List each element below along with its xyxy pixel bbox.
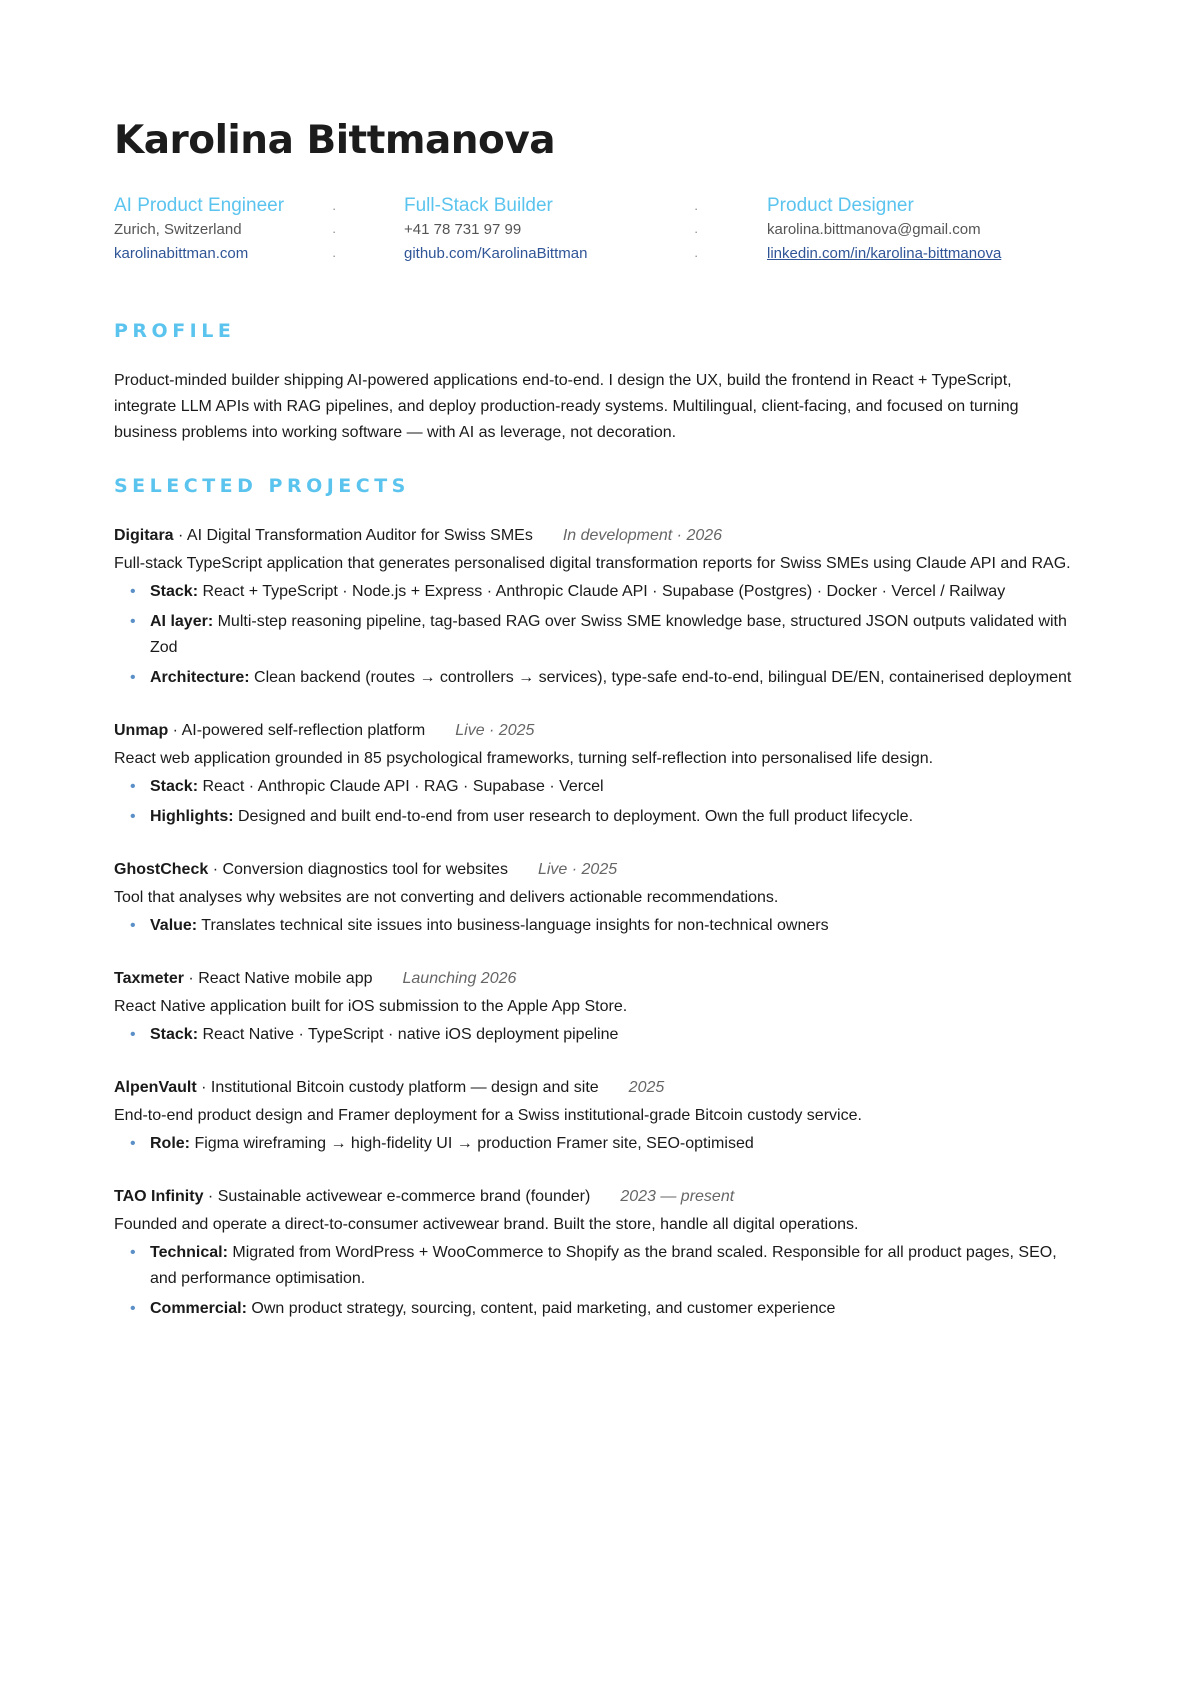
project-description: Full-stack TypeScript application that generates personalised digital transformation reports for Swiss SMEs using Claude API and RAG. [114,555,1071,572]
project-bullets [114,1240,1074,1322]
project-item [114,966,1074,1048]
projects-list [114,523,1074,1349]
project-name: AlpenVault [114,1079,197,1096]
project-title-line [114,857,1074,885]
project-status: In development · 2026 [562,527,723,544]
project-status: Live · 2025 [455,722,535,739]
project-bullet [114,1240,1074,1292]
linkedin-link[interactable]: linkedin.com/in/karolina-bittmanova [767,245,1002,262]
project-name: Digitara [114,527,174,544]
project-item [114,857,1074,939]
project-bullet [114,579,1074,605]
project-description: Tool that analyses why websites are not converting and delivers actionable recommendations. [114,889,779,906]
separator: · [332,248,337,263]
project-bullet [114,665,1074,691]
role-title: Full-Stack Builder [404,195,553,216]
phone: +41 78 731 97 99 [404,221,522,238]
bullet-text: Clean backend (routes → controllers → services), type-safe end-to-end, bilingual DE/EN, containerised deployment [249,669,1072,686]
bullet-label: Role: [150,1135,190,1152]
project-title-line [114,966,1074,994]
bullet-text: Designed and built end-to-end from user research to deployment. Own the full product lifecycle. [233,808,914,825]
project-item [114,1184,1074,1322]
project-name: TAO Infinity [114,1188,204,1205]
location: Zurich, Switzerland [114,221,242,238]
project-bullet [114,774,1074,800]
profile-text: Product-minded builder shipping AI-powered applications end-to-end. I design the UX, build the frontend in React + TypeScript, integrate LLM APIs with RAG pipelines, and deploy production-ready systems. Multilingual, client-facing, and focused on turning business problems into working software — with AI as leverage, not decoration. [114,372,1019,441]
project-status: 2025 [628,1079,665,1096]
project-bullet [114,1022,1074,1048]
project-title-line [114,523,1074,551]
project-bullet [114,804,1074,830]
bullet-label: Commercial: [150,1300,247,1317]
project-bullet [114,609,1074,661]
project-item [114,718,1074,830]
bullet-label: Highlights: [150,808,234,825]
project-status: Launching 2026 [402,970,517,987]
project-status: Live · 2025 [537,861,618,878]
project-name: GhostCheck [114,861,209,878]
bullet-text: React + TypeScript · Node.js + Express · Anthropic Claude API · Supabase (Postgres) · Docker · Vercel / Railway [198,583,1006,600]
project-tagline: · AI Digital Transformation Auditor for Swiss SMEs [173,527,533,544]
bullet-text: Translates technical site issues into business-language insights for non-technical owners [197,917,829,934]
bullet-label: Stack: [150,583,199,600]
candidate-name: Karolina Bittmanova [114,118,556,163]
bullet-text: Own product strategy, sourcing, content, paid marketing, and customer experience [246,1300,836,1317]
project-tagline: · Sustainable activewear e-commerce brand (founder) [203,1188,591,1205]
bullet-label: Stack: [150,778,199,795]
project-tagline: · Institutional Bitcoin custody platform — design and site [196,1079,599,1096]
project-bullets [114,913,1074,939]
project-name: Unmap [114,722,169,739]
role-title: Product Designer [767,195,914,216]
projects-heading: SELECTED PROJECTS [114,475,410,497]
project-tagline: · AI-powered self-reflection platform [168,722,426,739]
project-title-line [114,1184,1074,1212]
github-link[interactable]: github.com/KarolinaBittman [404,245,588,262]
contact-row [114,221,1074,245]
bullet-text: Multi-step reasoning pipeline, tag-based RAG over Swiss SME knowledge base, structured JSON outputs validated with Zod [150,613,1067,656]
bullet-label: Stack: [150,1026,199,1043]
project-item [114,523,1074,691]
project-bullets [114,1131,1074,1157]
project-description: React Native application built for iOS submission to the Apple App Store. [114,998,628,1015]
project-description: React web application grounded in 85 psychological frameworks, turning self-reflection into personalised life design. [114,750,934,767]
project-bullets [114,579,1074,691]
project-bullet [114,913,1074,939]
bullet-label: Value: [150,917,198,934]
bullet-label: AI layer: [150,613,214,630]
links-row [114,245,1074,269]
separator: · [332,224,337,239]
bullet-text: React · Anthropic Claude API · RAG · Supabase · Vercel [198,778,604,795]
project-title-line [114,1075,1074,1103]
separator: · [332,201,337,216]
role-titles [114,195,1074,221]
bullet-text: Figma wireframing → high-fidelity UI → production Framer site, SEO-optimised [190,1135,754,1152]
project-bullet [114,1131,1074,1157]
role-title: AI Product Engineer [114,195,285,216]
bullet-text: Migrated from WordPress + WooCommerce to Shopify as the brand scaled. Responsible for all product pages, SEO, and performance optimisation. [150,1244,1057,1287]
separator: · [694,201,699,216]
website-link[interactable]: karolinabittman.com [114,245,249,262]
contact-block [114,195,1074,269]
project-name: Taxmeter [114,970,184,987]
separator: · [694,224,699,239]
bullet-label: Technical: [150,1244,228,1261]
project-status: 2023 — present [620,1188,735,1205]
project-bullets [114,1022,1074,1048]
bullet-label: Architecture: [150,669,250,686]
project-title-line [114,718,1074,746]
email: karolina.bittmanova@gmail.com [767,221,981,238]
project-bullet [114,1296,1074,1322]
bullet-text: React Native · TypeScript · native iOS deployment pipeline [198,1026,619,1043]
project-description: End-to-end product design and Framer deployment for a Swiss institutional-grade Bitcoin custody service. [114,1107,862,1124]
project-description: Founded and operate a direct-to-consumer activewear brand. Built the store, handle all digital operations. [114,1216,859,1233]
project-tagline: · React Native mobile app [183,970,373,987]
project-bullets [114,774,1074,830]
project-tagline: · Conversion diagnostics tool for websites [208,861,508,878]
project-item [114,1075,1074,1157]
separator: · [694,248,699,263]
profile-heading: PROFILE [114,320,236,342]
